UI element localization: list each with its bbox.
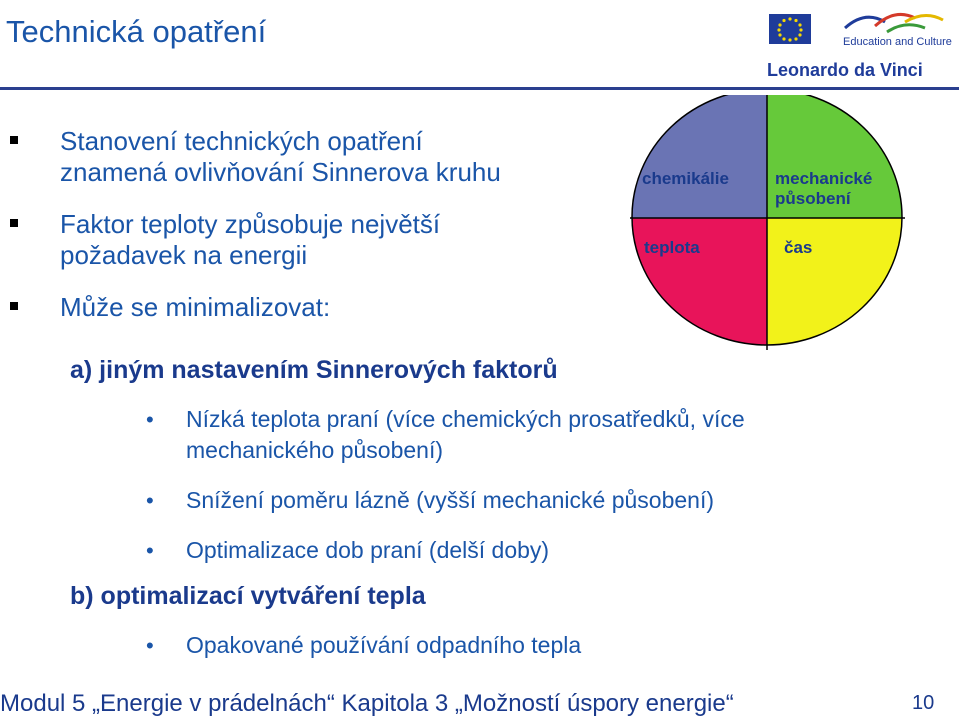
- segment-chemikalie: [630, 95, 767, 218]
- logo: [765, 8, 955, 84]
- bullet-1-line-1: Stanovení technických opatření: [60, 126, 423, 156]
- square-bullet-icon: [10, 219, 18, 227]
- section-a-item-3-line-1: Optimalizace dob praní (delší doby): [186, 537, 550, 563]
- page-title: Technická opatření: [6, 14, 267, 49]
- section-a-item-1-line-1: Nízká teplota praní (více chemických prosatředků, více: [186, 406, 745, 432]
- bullet-dot-icon: •: [146, 633, 154, 658]
- logo-line2: Leonardo da Vinci: [767, 60, 923, 80]
- section-b-item-1-line-1: Opakované používání odpadního tepla: [186, 632, 582, 658]
- bullet-3: [10, 292, 570, 323]
- label-mechanicke-line1: mechanické: [775, 169, 873, 188]
- section-b-item-1: [146, 630, 846, 662]
- header-divider: [0, 87, 959, 90]
- section-a-item-3: [146, 535, 846, 567]
- page-number: 10: [912, 692, 935, 714]
- bullet-2: [10, 209, 570, 271]
- bullet-3-line-1: Může se minimalizovat:: [60, 292, 331, 322]
- square-bullet-icon: [10, 302, 18, 310]
- sinner-circle: [630, 95, 905, 350]
- bullet-1-line-2: znamená ovlivňování Sinnerova kruhu: [60, 157, 501, 187]
- section-a-item-2: [146, 485, 846, 517]
- footer-text: Modul 5 „Energie v prádelnách“ Kapitola 3 „Možností úspory energie“: [0, 690, 734, 717]
- section-a-item-1: [146, 404, 846, 468]
- bullet-2-line-2: požadavek na energii: [60, 240, 308, 270]
- label-teplota: teplota: [644, 238, 700, 257]
- bullet-dot-icon: •: [146, 538, 154, 563]
- logo-line1: Education and Culture: [843, 36, 952, 48]
- bullet-dot-icon: •: [146, 407, 154, 432]
- section-b-heading: b) optimalizací vytváření tepla: [70, 582, 426, 610]
- section-a-item-1-line-2: mechanického působení): [186, 437, 443, 463]
- bullet-2-line-1: Faktor teploty způsobuje největší: [60, 209, 441, 239]
- swirl-icon: [845, 14, 943, 32]
- bullet-1: [10, 126, 570, 188]
- bullet-dot-icon: •: [146, 488, 154, 513]
- square-bullet-icon: [10, 136, 18, 144]
- section-a-item-2-line-1: Snížení poměru lázně (vyšší mechanické působení): [186, 487, 714, 513]
- section-a-heading: a) jiným nastavením Sinnerových faktorů: [70, 356, 558, 384]
- label-chemikalie: chemikálie: [642, 169, 729, 188]
- label-mechanicke-line2: působení: [775, 189, 851, 208]
- label-cas: čas: [784, 238, 813, 257]
